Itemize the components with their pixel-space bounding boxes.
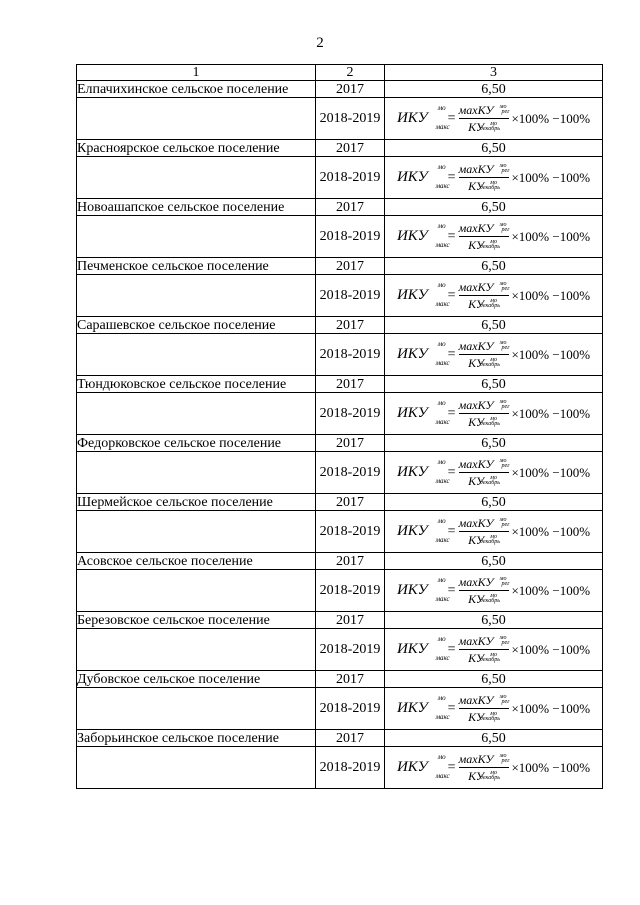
formula-fraction	[459, 633, 510, 666]
table-row-2018-2019	[77, 98, 603, 140]
table-row-2018-2019	[77, 629, 603, 671]
formula-fraction	[459, 515, 510, 548]
table-row-2017	[77, 612, 603, 629]
formula-cell	[385, 629, 603, 671]
year-2017: 2017	[316, 494, 385, 511]
formula-cell	[385, 98, 603, 140]
table-row-2017	[77, 435, 603, 452]
table-row-2017	[77, 140, 603, 157]
formula-tail: ×100% −100%	[511, 110, 591, 126]
formula-lhs: ИКУ мо макс	[396, 399, 450, 426]
year-2018-2019: 2018-2019	[316, 393, 385, 435]
empty-name-cell	[77, 393, 316, 435]
formula-lhs: ИКУ мо макс	[396, 458, 450, 485]
index-value: 6,50	[385, 81, 603, 98]
year-2018-2019: 2018-2019	[316, 688, 385, 730]
index-formula	[385, 688, 602, 729]
settlement-name: Красноярское сельское поселение	[77, 140, 316, 157]
index-formula	[385, 629, 602, 670]
formula-cell	[385, 570, 603, 612]
index-value: 6,50	[385, 435, 603, 452]
formula-fraction	[459, 692, 510, 725]
formula-lhs: ИКУ мо макс	[396, 222, 450, 249]
formula-cell	[385, 452, 603, 494]
formula-fraction	[459, 279, 510, 312]
formula-denominator: КУ мо декабрь	[468, 710, 500, 724]
formula-denominator: КУ мо декабрь	[468, 120, 500, 134]
formula-lhs: ИКУ мо макс	[396, 576, 450, 603]
year-2017: 2017	[316, 612, 385, 629]
formula-fraction	[459, 102, 510, 135]
formula-cell	[385, 334, 603, 376]
year-2017: 2017	[316, 730, 385, 747]
formula-cell	[385, 747, 603, 789]
header-col-2: 2	[316, 65, 385, 81]
empty-name-cell	[77, 629, 316, 671]
empty-name-cell	[77, 452, 316, 494]
year-2017: 2017	[316, 81, 385, 98]
year-2017: 2017	[316, 435, 385, 452]
formula-equals: =	[447, 523, 456, 539]
table-row-2018-2019	[77, 393, 603, 435]
table-row-2018-2019	[77, 275, 603, 317]
settlement-name: Сарашевское сельское поселение	[77, 317, 316, 334]
index-formula	[385, 216, 602, 257]
formula-denominator: КУ мо декабрь	[468, 769, 500, 783]
formula-tail: ×100% −100%	[511, 759, 591, 775]
formula-numerator: махКУ мо рег	[458, 280, 510, 294]
index-formula	[385, 334, 602, 375]
formula-cell	[385, 157, 603, 199]
table-row-2018-2019	[77, 511, 603, 553]
index-formula	[385, 393, 602, 434]
year-2018-2019: 2018-2019	[316, 570, 385, 612]
formula-fraction	[459, 574, 510, 607]
table-row-2017	[77, 376, 603, 393]
index-value: 6,50	[385, 140, 603, 157]
table-row-2017	[77, 494, 603, 511]
page-number: 2	[316, 35, 324, 51]
formula-tail: ×100% −100%	[511, 228, 591, 244]
empty-name-cell	[77, 275, 316, 317]
formula-tail: ×100% −100%	[511, 582, 591, 598]
formula-tail: ×100% −100%	[511, 523, 591, 539]
index-formula	[385, 452, 602, 493]
formula-equals: =	[447, 228, 456, 244]
index-formula	[385, 570, 602, 611]
formula-denominator: КУ мо декабрь	[468, 297, 500, 311]
formula-lhs: ИКУ мо макс	[396, 694, 450, 721]
formula-lhs: ИКУ мо макс	[396, 104, 450, 131]
formula-fraction	[459, 220, 510, 253]
table-row-2018-2019	[77, 216, 603, 258]
year-2018-2019: 2018-2019	[316, 98, 385, 140]
year-2018-2019: 2018-2019	[316, 216, 385, 258]
formula-numerator: махКУ мо рег	[458, 221, 510, 235]
formula-tail: ×100% −100%	[511, 641, 591, 657]
year-2018-2019: 2018-2019	[316, 275, 385, 317]
index-value: 6,50	[385, 258, 603, 275]
formula-lhs: ИКУ мо макс	[396, 635, 450, 662]
formula-equals: =	[447, 287, 456, 303]
index-formula	[385, 747, 602, 788]
empty-name-cell	[77, 98, 316, 140]
formula-numerator: махКУ мо рег	[458, 752, 510, 766]
formula-denominator: КУ мо декабрь	[468, 415, 500, 429]
formula-denominator: КУ мо декабрь	[468, 474, 500, 488]
table-row-2018-2019	[77, 747, 603, 789]
formula-fraction	[459, 456, 510, 489]
table-row-2018-2019	[77, 452, 603, 494]
formula-cell	[385, 393, 603, 435]
formula-denominator: КУ мо декабрь	[468, 651, 500, 665]
formula-cell	[385, 216, 603, 258]
formula-equals: =	[447, 582, 456, 598]
index-value: 6,50	[385, 317, 603, 334]
formula-fraction	[459, 161, 510, 194]
formula-equals: =	[447, 405, 456, 421]
formula-numerator: махКУ мо рег	[458, 398, 510, 412]
settlement-name: Заборьинское сельское поселение	[77, 730, 316, 747]
empty-name-cell	[77, 688, 316, 730]
formula-equals: =	[447, 641, 456, 657]
index-value: 6,50	[385, 553, 603, 570]
index-formula	[385, 157, 602, 198]
settlement-name: Новоашапское сельское поселение	[77, 199, 316, 216]
formula-denominator: КУ мо декабрь	[468, 592, 500, 606]
settlement-name: Шермейское сельское поселение	[77, 494, 316, 511]
year-2018-2019: 2018-2019	[316, 452, 385, 494]
settlement-name: Елпачихинское сельское поселение	[77, 81, 316, 98]
formula-equals: =	[447, 464, 456, 480]
year-2017: 2017	[316, 553, 385, 570]
formula-cell	[385, 688, 603, 730]
year-2017: 2017	[316, 671, 385, 688]
formula-denominator: КУ мо декабрь	[468, 356, 500, 370]
formula-numerator: махКУ мо рег	[458, 693, 510, 707]
formula-numerator: махКУ мо рег	[458, 103, 510, 117]
formula-lhs: ИКУ мо макс	[396, 163, 450, 190]
formula-equals: =	[447, 110, 456, 126]
table-row-2018-2019	[77, 157, 603, 199]
formula-equals: =	[447, 700, 456, 716]
formula-tail: ×100% −100%	[511, 464, 591, 480]
settlement-name: Березовское сельское поселение	[77, 612, 316, 629]
empty-name-cell	[77, 570, 316, 612]
table-row-2018-2019	[77, 688, 603, 730]
formula-numerator: махКУ мо рег	[458, 457, 510, 471]
index-value: 6,50	[385, 612, 603, 629]
formula-denominator: КУ мо декабрь	[468, 533, 500, 547]
formula-denominator: КУ мо декабрь	[468, 238, 500, 252]
table-row-2017	[77, 199, 603, 216]
index-formula	[385, 511, 602, 552]
table-header-row	[77, 65, 603, 81]
table-row-2017	[77, 258, 603, 275]
formula-tail: ×100% −100%	[511, 346, 591, 362]
formula-cell	[385, 511, 603, 553]
formula-lhs: ИКУ мо макс	[396, 281, 450, 308]
formula-denominator: КУ мо декабрь	[468, 179, 500, 193]
empty-name-cell	[77, 157, 316, 199]
formula-lhs: ИКУ мо макс	[396, 753, 450, 780]
formula-numerator: махКУ мо рег	[458, 516, 510, 530]
header-col-1: 1	[77, 65, 316, 81]
tariff-table	[76, 64, 603, 789]
formula-lhs: ИКУ мо макс	[396, 517, 450, 544]
formula-equals: =	[447, 759, 456, 775]
year-2018-2019: 2018-2019	[316, 157, 385, 199]
year-2018-2019: 2018-2019	[316, 334, 385, 376]
settlement-name: Федорковское сельское поселение	[77, 435, 316, 452]
formula-numerator: махКУ мо рег	[458, 634, 510, 648]
formula-numerator: махКУ мо рег	[458, 339, 510, 353]
year-2017: 2017	[316, 199, 385, 216]
formula-numerator: махКУ мо рег	[458, 575, 510, 589]
year-2018-2019: 2018-2019	[316, 747, 385, 789]
formula-numerator: махКУ мо рег	[458, 162, 510, 176]
formula-tail: ×100% −100%	[511, 287, 591, 303]
formula-fraction	[459, 751, 510, 784]
settlement-name: Печменское сельское поселение	[77, 258, 316, 275]
empty-name-cell	[77, 334, 316, 376]
empty-name-cell	[77, 747, 316, 789]
formula-lhs: ИКУ мо макс	[396, 340, 450, 367]
year-2018-2019: 2018-2019	[316, 629, 385, 671]
formula-tail: ×100% −100%	[511, 700, 591, 716]
table-row-2017	[77, 317, 603, 334]
formula-tail: ×100% −100%	[511, 405, 591, 421]
settlement-name: Асовское сельское поселение	[77, 553, 316, 570]
formula-equals: =	[447, 346, 456, 362]
year-2018-2019: 2018-2019	[316, 511, 385, 553]
index-value: 6,50	[385, 376, 603, 393]
formula-tail: ×100% −100%	[511, 169, 591, 185]
formula-cell	[385, 275, 603, 317]
empty-name-cell	[77, 511, 316, 553]
year-2017: 2017	[316, 376, 385, 393]
index-value: 6,50	[385, 671, 603, 688]
header-col-3: 3	[385, 65, 603, 81]
year-2017: 2017	[316, 140, 385, 157]
index-value: 6,50	[385, 494, 603, 511]
formula-fraction	[459, 397, 510, 430]
formula-equals: =	[447, 169, 456, 185]
formula-fraction	[459, 338, 510, 371]
table-row-2017	[77, 81, 603, 98]
settlement-name: Тюндюковское сельское поселение	[77, 376, 316, 393]
index-value: 6,50	[385, 730, 603, 747]
year-2017: 2017	[316, 258, 385, 275]
table-row-2017	[77, 553, 603, 570]
table-row-2017	[77, 671, 603, 688]
settlement-name: Дубовское сельское поселение	[77, 671, 316, 688]
index-value: 6,50	[385, 199, 603, 216]
table-row-2017	[77, 730, 603, 747]
table-row-2018-2019	[77, 570, 603, 612]
empty-name-cell	[77, 216, 316, 258]
index-formula	[385, 275, 602, 316]
table-row-2018-2019	[77, 334, 603, 376]
year-2017: 2017	[316, 317, 385, 334]
index-formula	[385, 98, 602, 139]
